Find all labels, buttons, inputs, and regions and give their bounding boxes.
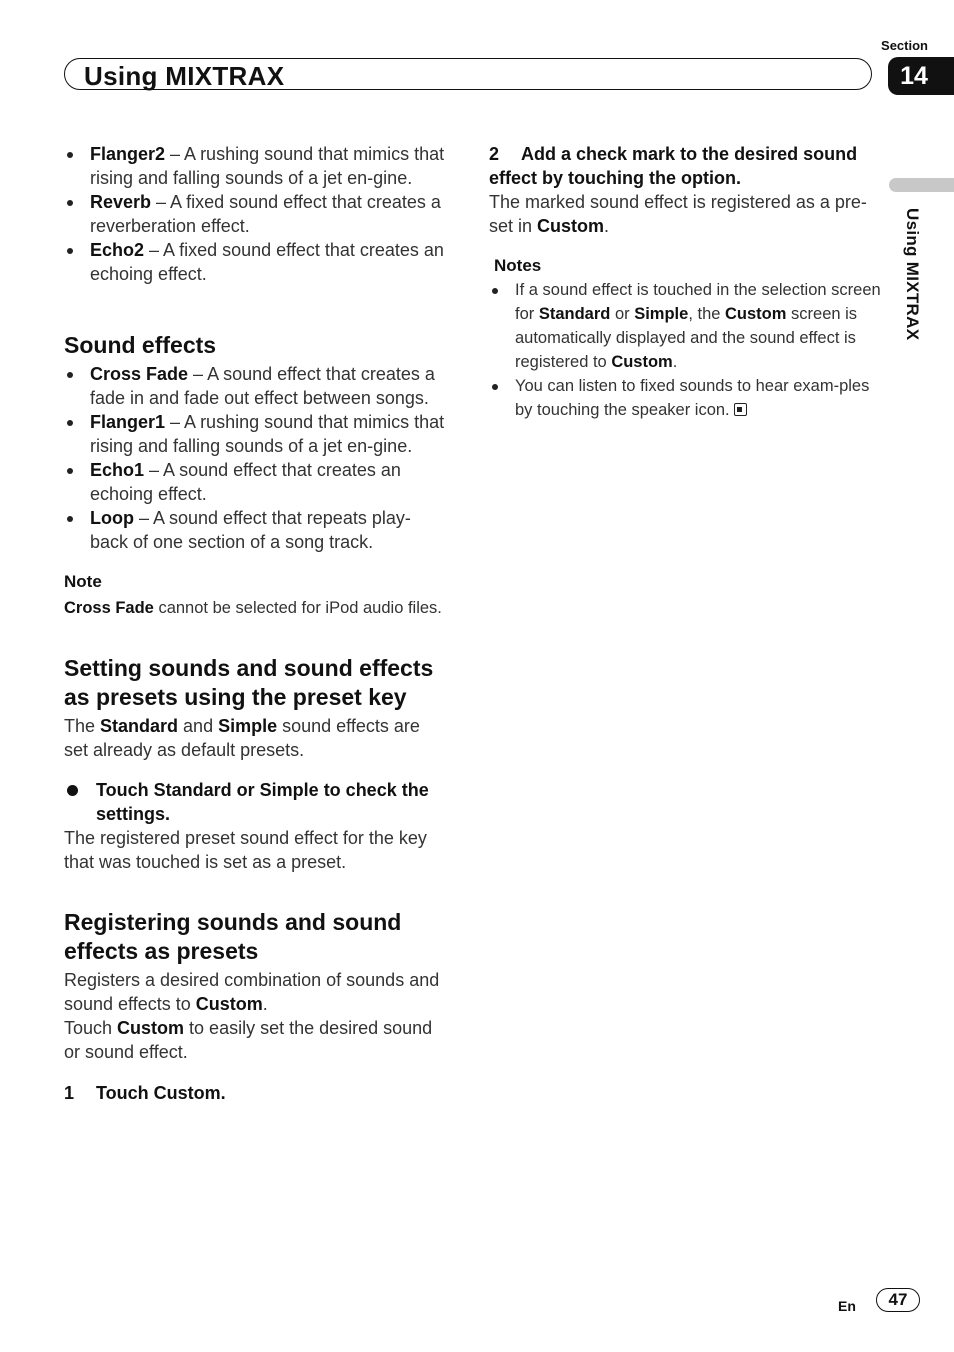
register-step-2-description: The marked sound effect is registered as a pre-set in Custom. — [489, 192, 867, 236]
page-title: Using MIXTRAX — [84, 61, 285, 91]
list-item: Reverb – A fixed sound effect that creates a reverberation effect. — [64, 190, 448, 238]
list-item: You can listen to fixed sounds to hear exam-ples by touching the speaker icon. — [489, 374, 881, 422]
side-tab — [889, 178, 954, 192]
section-number: 14 — [900, 62, 928, 90]
list-item: Flanger1 – A rushing sound that mimics that rising and falling sounds of a jet en-gine. — [64, 410, 448, 458]
register-heading: Registering sounds and sound effects as presets — [64, 909, 402, 964]
note-text: Cross Fade cannot be selected for iPod audio files. — [64, 599, 442, 617]
list-item: Flanger2 – A rushing sound that mimics that rising and falling sounds of a jet en-gine. — [64, 142, 448, 190]
register-paragraph: Registers a desired combination of sounds and sound effects to Custom. Touch Custom to easily set the desired sound or sound effect. — [64, 970, 440, 1062]
presets-heading: Setting sounds and sound effects as presets using the preset key — [64, 655, 434, 710]
list-item: Cross Fade – A sound effect that creates a fade in and fade out effect between songs. — [64, 362, 448, 410]
sound-effects-heading: Sound effects — [64, 332, 217, 358]
list-item: Echo2 – A fixed sound effect that creates an echoing effect. — [64, 238, 448, 286]
list-item: Loop – A sound effect that repeats play-back of one section of a song track. — [64, 506, 448, 554]
left-column — [64, 142, 448, 1105]
section-label: Section — [881, 38, 928, 53]
language-label: En — [838, 1298, 856, 1314]
presets-paragraph: The Standard and Simple sound effects are set already as default presets. — [64, 716, 420, 760]
register-step-2: 2 Add a check mark to the desired sound effect by touching the option. — [489, 144, 858, 188]
notes-title: Notes — [494, 256, 542, 275]
list-item: If a sound effect is touched in the selection screen for Standard or Simple, the Custom screen is automatically displayed and the sound effect is registered to Custom. — [489, 278, 881, 374]
intro-effects-list — [64, 142, 448, 286]
side-tab-label: Using MIXTRAX — [903, 208, 922, 341]
note-title: Note — [64, 572, 102, 591]
register-step-1: 1 Touch Custom. — [64, 1083, 226, 1103]
list-item: Echo1 – A sound effect that creates an echoing effect. — [64, 458, 448, 506]
sound-effects-list — [64, 362, 448, 554]
presets-step-description: The registered preset sound effect for the key that was touched is set as a preset. — [64, 828, 427, 872]
page-number: 47 — [888, 1290, 908, 1309]
end-mark-icon — [734, 403, 747, 416]
notes-list — [489, 278, 881, 422]
presets-step: Touch Standard or Simple to check the settings. — [64, 778, 448, 826]
right-column — [489, 142, 881, 422]
